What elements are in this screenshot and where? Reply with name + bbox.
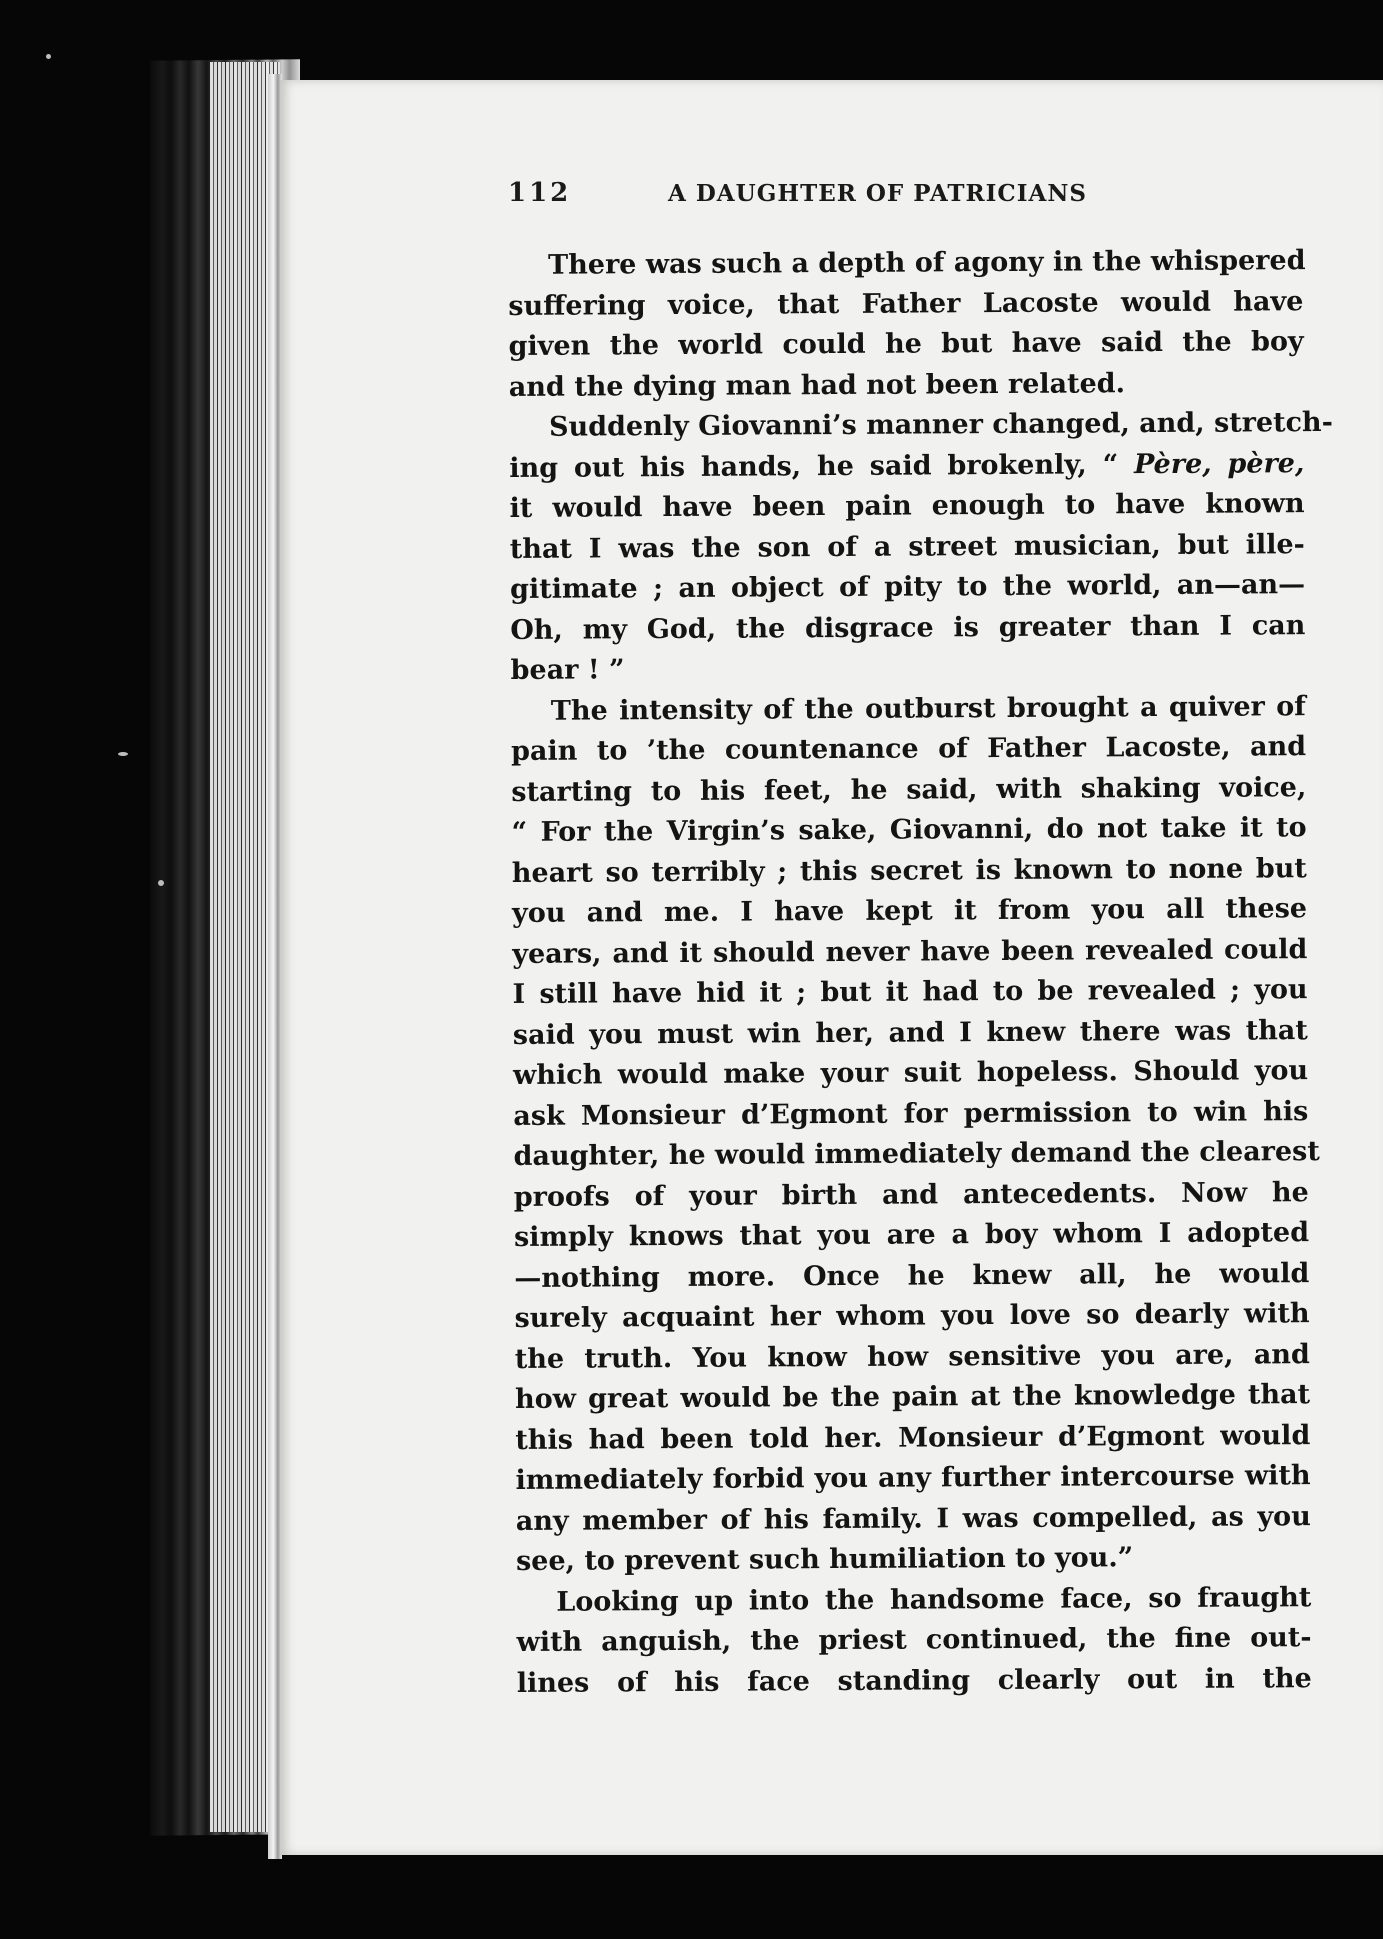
text-line: immediately forbid you any further intercourse with bbox=[515, 1460, 1311, 1496]
text-line: proofs of your birth and antecedents. Now he bbox=[513, 1176, 1309, 1213]
scan-speck bbox=[158, 880, 164, 886]
text-line: any member of his family. I was compelled, as you bbox=[515, 1500, 1311, 1537]
text-line: and the dying man had not been related. bbox=[508, 367, 1126, 403]
text-line: There was such a depth of agony in the whispered bbox=[548, 245, 1306, 281]
text-line: pain to ’the countenance of Father Lacoste, and bbox=[510, 731, 1307, 767]
text-line: this had been told her. Monsieur d’Egmont would bbox=[515, 1419, 1311, 1456]
running-header bbox=[508, 178, 1148, 208]
paragraph bbox=[516, 1578, 1312, 1704]
paragraph bbox=[510, 687, 1320, 1583]
scan-speck bbox=[46, 54, 51, 59]
text-line: simply knows that you are a boy whom I adopted bbox=[513, 1217, 1310, 1253]
paragraph bbox=[509, 403, 1333, 691]
running-title: A DAUGHTER OF PATRICIANS bbox=[668, 180, 1087, 207]
text-line: that I was the son of a street musician, but ille- bbox=[509, 528, 1305, 565]
text-line: The intensity of the outburst brought a quiver of bbox=[550, 690, 1306, 727]
text-line: lines of his face standing clearly out in the bbox=[516, 1662, 1312, 1699]
text-line: bear ! ” bbox=[510, 654, 625, 686]
text-line: you and me. I have kept it from you all these bbox=[511, 893, 1308, 929]
text-line: suffering voice, that Father Lacoste would have bbox=[508, 285, 1304, 322]
text-line: Oh, my God, the disgrace is greater than I can bbox=[510, 609, 1306, 646]
text-line: Looking up into the handsome face, so fraught bbox=[556, 1581, 1312, 1618]
body-text bbox=[508, 241, 1333, 1704]
text-line: ask Monsieur d’Egmont for permission to win his bbox=[513, 1095, 1309, 1132]
text-line: how great would be the pain at the knowledge that bbox=[514, 1379, 1311, 1415]
text-line: ing out his hands, he said brokenly, “ Père, père, bbox=[509, 447, 1305, 484]
text-line: the truth. You know how sensitive you are, and bbox=[514, 1338, 1310, 1375]
italic-phrase: Père, père, bbox=[1133, 447, 1305, 480]
text-line: it would have been pain enough to have known bbox=[509, 488, 1305, 524]
text-line: I still have hid it ; but it had to be revealed ; you bbox=[512, 974, 1308, 1010]
text-line: years, and it should never have been revealed could bbox=[512, 933, 1308, 970]
text-line: which would make your suit hopeless. Should you bbox=[512, 1055, 1309, 1091]
text-line: surely acquaint her whom you love so dearly with bbox=[514, 1298, 1310, 1334]
text-line: said you must win her, and I knew there was that bbox=[512, 1014, 1308, 1051]
text-line: Suddenly Giovanni’s manner changed, and, stretch- bbox=[549, 406, 1333, 443]
page-number: 112 bbox=[508, 178, 572, 208]
scan-speck bbox=[118, 752, 128, 756]
text-line: “ For the Virgin’s sake, Giovanni, do not take it to bbox=[511, 812, 1307, 848]
text-line: —nothing more. Once he knew all, he would bbox=[514, 1257, 1310, 1294]
text-line: with anguish, the priest continued, the fine out- bbox=[516, 1622, 1312, 1658]
text-line: gitimate ; an object of pity to the world, an—an— bbox=[510, 569, 1306, 605]
text-line: daughter, he would immediately demand the clearest bbox=[513, 1136, 1320, 1172]
text-line: see, to prevent such humiliation to you.” bbox=[515, 1542, 1134, 1577]
text-line: given the world could he but have said the boy bbox=[508, 326, 1304, 362]
text-line: starting to his feet, he said, with shaking voice, bbox=[511, 771, 1307, 808]
text-line: heart so terribly ; this secret is known to none but bbox=[511, 852, 1307, 889]
paragraph bbox=[508, 241, 1304, 408]
